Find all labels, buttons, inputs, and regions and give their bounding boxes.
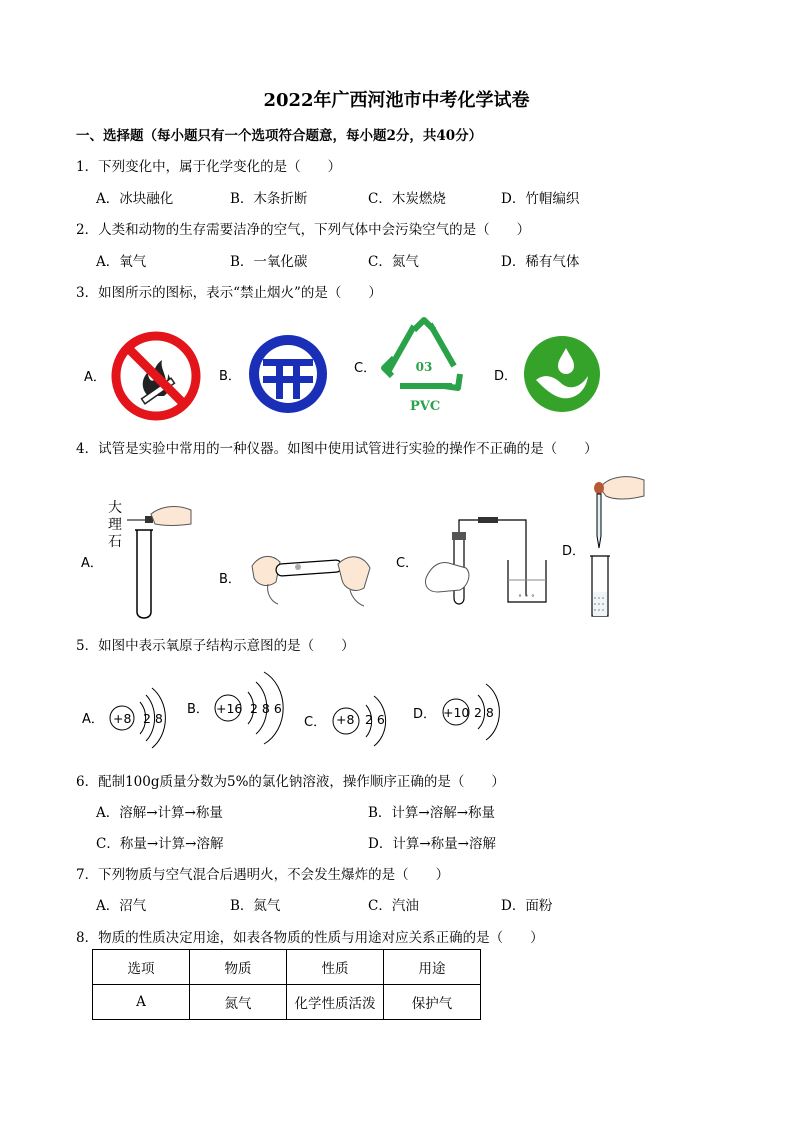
q1-option-c: C．木炭燃烧: [368, 191, 446, 207]
table-cell: 氮气: [190, 985, 287, 1020]
marble-label: [107, 500, 123, 551]
q5-label-b: B．: [187, 702, 209, 717]
table-cell: A: [93, 985, 190, 1020]
q7-option-b: B．氮气: [230, 898, 281, 914]
q2-option-b: B．一氧化碳: [230, 254, 308, 270]
table-header-cell: 物质: [190, 950, 287, 985]
atom-c-shells: 2 6: [365, 712, 385, 727]
water-saving-sign-icon: [246, 332, 330, 416]
q6-option-d: D．计算→称量→溶解: [368, 836, 496, 852]
recycle-text: PVC: [410, 399, 441, 414]
q6-stem: 6．配制100g质量分数为5%的氯化钠溶液，操作顺序正确的是（ ）: [76, 774, 505, 790]
q4-label-a: A．: [81, 556, 103, 571]
q8-table: [92, 949, 481, 1020]
q2-option-a: A．氧气: [96, 254, 147, 270]
q1-option-d: D．竹帽编织: [501, 191, 580, 207]
q7-option-c: C．汽油: [368, 898, 419, 914]
table-cell: 保护气: [384, 985, 481, 1020]
dropper-test-tube-icon: [586, 472, 650, 622]
atom-d-nucleus: +10: [443, 705, 470, 720]
no-fire-sign-icon: [110, 330, 202, 422]
atom-a-shells: 2 8: [143, 711, 163, 726]
table-header-row: [93, 950, 481, 985]
q5-label-c: C．: [304, 715, 327, 730]
q6-option-b: B．计算→溶解→称量: [368, 805, 496, 821]
q1-option-a: A．冰块融化: [96, 191, 174, 207]
gas-tightness-check-icon: [420, 512, 550, 608]
q1-option-b: B．木条折断: [230, 191, 308, 207]
atom-c-nucleus: +8: [336, 712, 355, 727]
recycle-code: 03: [415, 360, 433, 374]
q3-stem: 3．如图所示的图标，表示“禁止烟火”的是（ ）: [76, 285, 382, 301]
q7-option-a: A．沼气: [96, 898, 147, 914]
q7-option-d: D．面粉: [501, 898, 553, 914]
svg-text:∘ ∘ ∘: ∘ ∘ ∘: [518, 591, 535, 600]
q4-label-b: B．: [219, 572, 241, 587]
q5-label-a: A．: [82, 712, 104, 727]
q3-label-d: D．: [494, 369, 518, 384]
water-drop-sign-icon: [522, 334, 602, 414]
q3-label-a: A．: [84, 370, 106, 385]
marble-char: 理: [108, 517, 122, 533]
table-cell: 化学性质活泼: [287, 985, 384, 1020]
q2-stem: 2．人类和动物的生存需要洁净的空气，下列气体中会污染空气的是（ ）: [76, 222, 531, 238]
q4-label-d: D．: [562, 544, 586, 559]
atom-a-nucleus: +8: [113, 711, 132, 726]
q8-stem: 8．物质的性质决定用途，如表各物质的性质与用途对应关系正确的是（ ）: [76, 930, 544, 946]
q3-label-b: B．: [219, 369, 241, 384]
page-title: 2022年广西河池市中考化学试卷: [263, 90, 530, 111]
q2-option-c: C．氮气: [368, 254, 419, 270]
q4-label-c: C．: [396, 556, 419, 571]
q2-option-d: D．稀有气体: [501, 254, 580, 270]
marble-char: 石: [108, 534, 122, 550]
test-tube-vertical-drop-icon: [125, 500, 195, 622]
q5-label-d: D．: [413, 707, 437, 722]
marble-char: 大: [108, 500, 122, 516]
q6-option-a: A．溶解→计算→称量: [96, 805, 223, 821]
q6-option-c: C．称量→计算→溶解: [96, 836, 224, 852]
horizontal-test-tube-icon: [246, 540, 376, 608]
section-heading: 一、选择题（每小题只有一个选项符合题意，每小题2分，共40分）: [76, 128, 483, 144]
recycle-sign-icon: [378, 316, 470, 398]
table-row: [93, 985, 481, 1020]
table-header-cell: 用途: [384, 950, 481, 985]
q1-stem: 1．下列变化中，属于化学变化的是（ ）: [76, 159, 342, 175]
atom-b-nucleus: +16: [216, 701, 243, 716]
table-header-cell: 选项: [93, 950, 190, 985]
table-header-cell: 性质: [287, 950, 384, 985]
q7-stem: 7．下列物质与空气混合后遇明火，不会发生爆炸的是（ ）: [76, 867, 450, 883]
q4-stem: 4．试管是实验中常用的一种仪器。如图中使用试管进行实验的操作不正确的是（ ）: [76, 441, 598, 457]
q3-label-c: C．: [354, 361, 377, 376]
q5-stem: 5．如图中表示氧原子结构示意图的是（ ）: [76, 638, 355, 654]
atom-d-shells: 2 8: [474, 705, 494, 720]
atom-b-shells: 2 8 6: [250, 701, 282, 716]
